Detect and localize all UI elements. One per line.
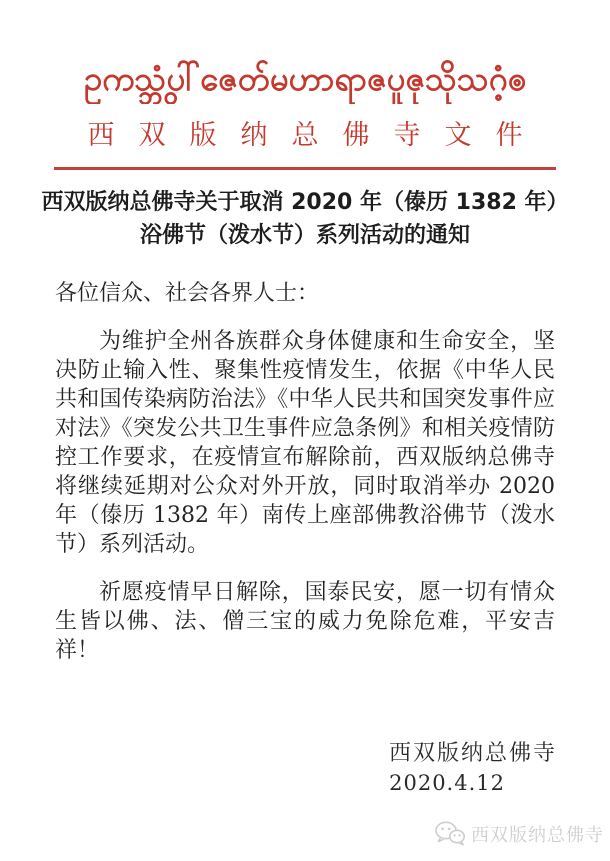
notice-title xyxy=(0,186,610,252)
paragraph-2: 祈愿疫情早日解除，国泰民安，愿一切有情众生皆以佛、法、僧三宝的威力免除危难，平安吉祥！ xyxy=(55,580,555,663)
watermark xyxy=(434,820,604,847)
org-title: 西双版纳总佛寺文件 xyxy=(87,120,547,151)
dai-script-title: ဥကသ္ဘွံပါ်ဇေတ်မဟာရာဇပူဇုသိုသဂံ့ၜ xyxy=(83,59,527,98)
notice-title-line1: 西双版纳总佛寺关于取消 2020 年（傣历 1382 年） xyxy=(41,190,569,215)
signature-name: 西双版纳总佛寺 xyxy=(388,741,557,766)
watermark-text: 西双版纳总佛寺 xyxy=(471,824,604,846)
salutation: 各位信众、社会各界人士： xyxy=(55,281,320,306)
red-divider xyxy=(54,167,556,170)
notice-title-line2: 浴佛节（泼水节）系列活动的通知 xyxy=(139,223,470,248)
signature-date: 2020.4.12 xyxy=(389,771,505,795)
wechat-icon xyxy=(434,820,466,847)
paragraph-1: 为维护全州各族群众身体健康和生命安全，坚决防止输入性、聚集性疫情发生，依据《中华人民共和国传染病防治法》《中华人民共和国突发事件应对法》《突发公共卫生事件应急条例》和相关疫情防控工作要求，在疫情宣布解除前，西双版纳总佛寺将继续延期对公众对外开放，同时取消举办 2020 年（傣历 1382 年）南传上座部佛教浴佛节（泼水节）系列活动。 xyxy=(55,329,555,557)
notice-body xyxy=(55,279,555,665)
